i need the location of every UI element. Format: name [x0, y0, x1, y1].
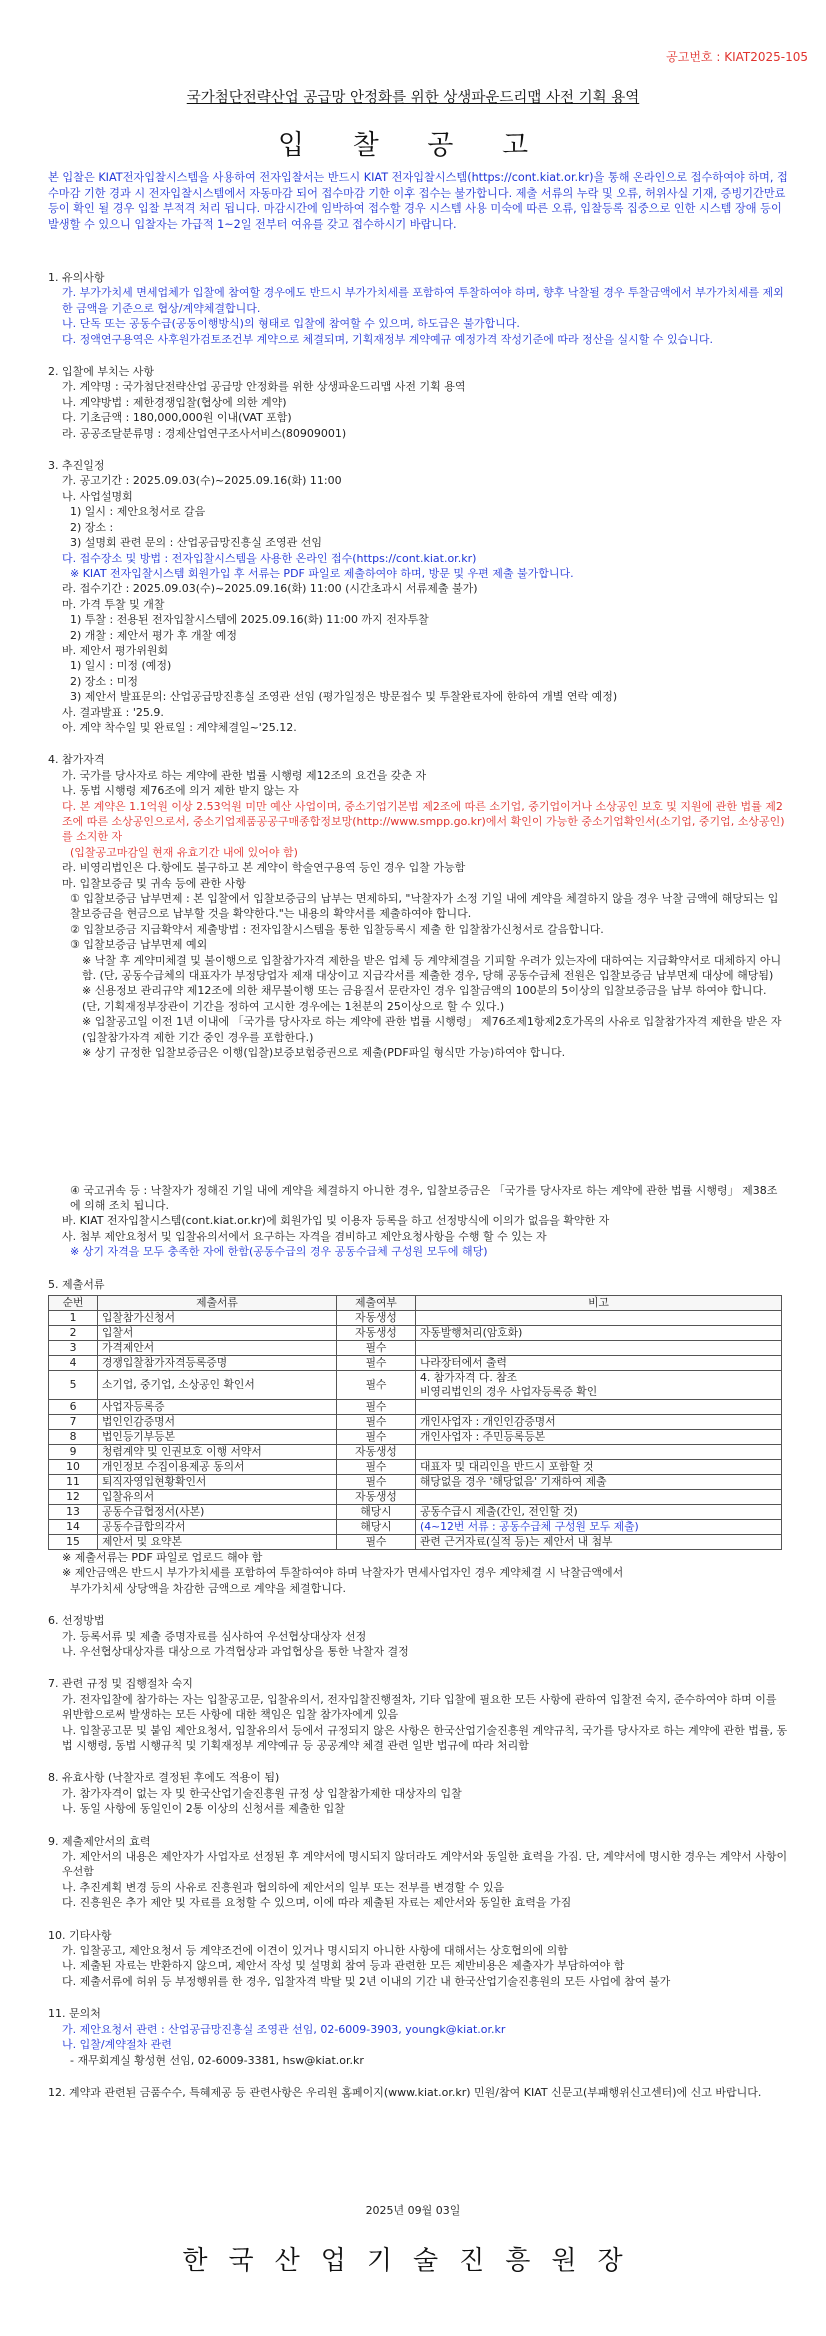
table-cell: 필수 — [337, 1414, 416, 1429]
table-cell: 경쟁입찰참가자격등록증명 — [98, 1355, 337, 1370]
required-documents-table — [48, 1295, 782, 1550]
section-heading: 6. 선정방법 — [48, 1614, 105, 1628]
table-cell: 필수 — [337, 1429, 416, 1444]
section-line: 다. 진흥원은 추가 제안 및 자료를 요청할 수 있으며, 이에 따라 제출된 자료는 제안서와 동일한 효력을 가짐 — [62, 1896, 572, 1910]
section-line: 사. 첨부 제안요청서 및 입찰유의서에서 요구하는 자격을 겸비하고 제안요청사항을 수행 할 수 있는 자 — [62, 1229, 547, 1243]
section-a1 — [48, 364, 788, 441]
table-row — [49, 1414, 782, 1429]
table-cell: 가격제안서 — [98, 1340, 337, 1355]
table-row — [49, 1474, 782, 1489]
table-cell: 법인등기부등본 — [98, 1429, 337, 1444]
section-b3 — [48, 1834, 788, 1911]
table-cell: 퇴직자영입현황확인서 — [98, 1474, 337, 1489]
table-cell: 14 — [49, 1519, 98, 1534]
table-cell: 해당없을 경우 '해당없음' 기재하여 제출 — [416, 1474, 782, 1489]
section-line: 2) 개찰 : 제안서 평가 후 개찰 예정 — [70, 628, 237, 642]
table-cell: 15 — [49, 1534, 98, 1549]
section-line: 바. 제안서 평가위원회 — [62, 643, 169, 657]
table-cell: 개인사업자 : 개인인감증명서 — [416, 1414, 782, 1429]
table-cell: 입찰유의서 — [98, 1489, 337, 1504]
table-cell: 자동생성 — [337, 1325, 416, 1340]
table-header: 제출서류 — [98, 1295, 337, 1310]
table-cell: 자동생성 — [337, 1310, 416, 1325]
section-line: 나. 계약방법 : 제한경쟁입찰(협상에 의한 계약) — [62, 395, 287, 409]
table-header: 순번 — [49, 1295, 98, 1310]
section-line: 다. 제출서류에 허위 등 부정행위를 한 경우, 입찰자격 박탈 및 2년 이내의 기간 내 한국산업기술진흥원의 모든 사업에 참여 불가 — [62, 1974, 671, 1988]
section-line: 마. 입찰보증금 및 귀속 등에 관한 사항 — [62, 876, 246, 890]
section-a3 — [48, 752, 788, 1259]
section-line: 2) 장소 : — [70, 520, 114, 534]
section-line: 가. 전자입찰에 참가하는 자는 입찰공고문, 입찰유의서, 전자입찰진행절차, 기타 입찰에 필요한 모든 사항에 관하여 입찰전 숙지, 준수하여야 하며 이를 위반함으로써 발생하는 모든 사항에 대한 책임은 입찰 참가자에게 있음 — [62, 1692, 777, 1722]
section-line: 바. KIAT 전자입찰시스템(cont.kiat.or.kr)에 회원가입 및 이용자 등록을 하고 선정방식에 이의가 없음을 확약한 자 — [62, 1214, 610, 1228]
table-cell: 필수 — [337, 1370, 416, 1399]
section-line: - 재무회계실 황성현 선임, 02-6009-3381, hsw@kiat.or.kr — [70, 2053, 364, 2067]
table-row — [49, 1489, 782, 1504]
section-line: 나. 추진계획 변경 등의 사유로 진흥원과 협의하에 제안서의 일부 또는 전부를 변경할 수 있음 — [62, 1880, 505, 1894]
table-cell: 필수 — [337, 1355, 416, 1370]
table-cell: 소기업, 중기업, 소상공인 확인서 — [98, 1370, 337, 1399]
section-line: 마. 가격 투찰 및 개찰 — [62, 597, 165, 611]
table-cell: 12 — [49, 1489, 98, 1504]
table-cell: 필수 — [337, 1534, 416, 1549]
table-cell: 4. 참가자격 다. 참조 비영리법인의 경우 사업자등록증 확인 — [416, 1370, 782, 1399]
table-row — [49, 1310, 782, 1325]
section-line: 라. 비영리법인은 다.항에도 불구하고 본 계약이 학술연구용역 등인 경우 입찰 가능함 — [62, 861, 466, 875]
table-cell: 필수 — [337, 1474, 416, 1489]
table-cell: 입찰서 — [98, 1325, 337, 1340]
section-line: 나. 동일 사항에 동일인이 2통 이상의 신청서를 제출한 입찰 — [62, 1802, 345, 1816]
table-cell: 자동생성 — [337, 1489, 416, 1504]
table-cell: 필수 — [337, 1399, 416, 1414]
section-line: 3) 제안서 발표문의: 산업공급망진흥실 조영관 선임 (평가일정은 방문접수 및 투찰완료자에 한하여 개별 연락 예정) — [70, 690, 618, 704]
table-cell: 4 — [49, 1355, 98, 1370]
section-a2 — [48, 458, 788, 735]
section-b4 — [48, 1928, 788, 1990]
section-line: ※ 입찰공고일 이전 1년 이내에 「국가를 당사자로 하는 계약에 관한 법률 시행령」 제76조제1항제2호가목의 사유로 입찰참가자격 제한을 받은 자(입찰참가자격 제한 기간 중인 경우를 포함한다.) — [82, 1015, 782, 1044]
table-cell: 5 — [49, 1370, 98, 1399]
table-cell: 공동수급시 제출(간인, 전인할 것) — [416, 1504, 782, 1519]
section-line: 가. 공고기간 : 2025.09.03(수)~2025.09.16(화) 11:00 — [62, 474, 342, 488]
section-line: 나. 우선협상대상자를 대상으로 가격협상과 과업협상을 통한 낙찰자 결정 — [62, 1644, 409, 1658]
table-cell: 관련 근거자료(실적 등)는 제안서 내 첨부 — [416, 1534, 782, 1549]
table-cell — [416, 1444, 782, 1459]
table-cell: 필수 — [337, 1459, 416, 1474]
section-heading: 3. 추진일정 — [48, 459, 105, 473]
section-line: ② 입찰보증금 지급확약서 제출방법 : 전자입찰시스템을 통한 입찰등록시 제출 한 입찰참가신청서로 갈음합니다. — [70, 922, 604, 936]
section-line: ※ 상기 규정한 입찰보증금은 이행(입찰)보증보험증권으로 제출(PDF파일 형식만 가능)하여야 합니다. — [82, 1046, 566, 1060]
section-line: 라. 공공조달분류명 : 경제산업연구조사서비스(80909001) — [62, 426, 347, 440]
section-line: ④ 국고귀속 등 : 낙찰자가 정해진 기일 내에 계약을 체결하지 아니한 경우, 입찰보증금은 「국가를 당사자로 하는 계약에 관한 법률 시행령」 제38조에 의해 조치 됩니다. — [70, 1183, 778, 1212]
section-line: 가. 제안요청서 관련 : 산업공급망진흥실 조영관 선임, 02-6009-3903, youngk@kiat.or.kr — [62, 2022, 506, 2036]
section-heading: 4. 참가자격 — [48, 753, 105, 767]
section-line: 가. 등록서류 및 제출 증명자료를 심사하여 우선협상대상자 선정 — [62, 1629, 367, 1643]
section-line: 아. 계약 착수일 및 완료일 : 계약체결일~'25.12. — [62, 720, 297, 734]
section-line: 다. 기초금액 : 180,000,000원 이내(VAT 포함) — [62, 411, 292, 425]
section-line: 가. 부가가치세 면세업체가 입찰에 참여할 경우에도 반드시 부가가치세를 포함하여 투찰하여야 하며, 향후 낙찰될 경우 투찰금액에서 부가가치세를 제외한 금액을 기준으로 협상/계약체결합니다. — [62, 286, 784, 315]
table-header: 제출여부 — [337, 1295, 416, 1310]
notice-number: 공고번호 : KIAT2025-105 — [666, 50, 808, 64]
section-line: 라. 접수기간 : 2025.09.03(수)~2025.09.16(화) 11:00 (시간초과시 서류제출 불가) — [62, 582, 478, 596]
table-header: 비고 — [416, 1295, 782, 1310]
table-cell: 공동수급합의각서 — [98, 1519, 337, 1534]
table-cell — [416, 1489, 782, 1504]
table-cell: 2 — [49, 1325, 98, 1340]
table-cell: 7 — [49, 1414, 98, 1429]
section-line: 가. 참가자격이 없는 자 및 한국산업기술진흥원 규정 상 입찰참가제한 대상자의 입찰 — [62, 1786, 462, 1800]
document-title: 국가첨단전략산업 공급망 안정화를 위한 상생파운드리맵 사전 기획 용역 — [186, 90, 640, 106]
table-cell: 자동생성 — [337, 1444, 416, 1459]
table-cell: 1 — [49, 1310, 98, 1325]
organization-name: 한국산업기술진흥원장 — [182, 2246, 644, 2276]
section-heading: 5. 제출서류 — [48, 1277, 105, 1291]
table-row — [49, 1399, 782, 1414]
section-heading: 7. 관련 규정 및 집행절차 숙지 — [48, 1677, 193, 1691]
section-heading: 11. 문의처 — [48, 2007, 101, 2021]
section-heading: 8. 유효사항 (낙찰자로 결정된 후에도 적용이 됨) — [48, 1771, 280, 1785]
section-line: 가. 국가를 당사자로 하는 계약에 관한 법률 시행령 제12조의 요건을 갖춘 자 — [62, 768, 427, 782]
section-required-documents — [48, 1277, 788, 1597]
section-b1 — [48, 1676, 788, 1753]
table-row — [49, 1459, 782, 1474]
section-line: 다. 접수장소 및 방법 : 전자입찰시스템을 사용한 온라인 접수(https://cont.kiat.or.kr) — [62, 551, 477, 565]
table-cell: 자동발행처리(암호화) — [416, 1325, 782, 1340]
section-line: ① 입찰보증금 납부면제 : 본 입찰에서 입찰보증금의 납부는 면제하되, "낙찰자가 소정 기일 내에 계약을 체결하지 않을 경우 낙찰 금액에 해당되는 입찰보증금을 현금으로 납부할 것을 확약한다."는 내용의 확약서를 제출하여야 합니다. — [70, 892, 779, 921]
table-note: ※ 제출서류는 PDF 파일로 업로드 해야 함 — [62, 1550, 263, 1564]
section-line: 1) 일시 : 제안요청서로 갈음 — [70, 505, 206, 519]
section-line: ※ 신용정보 관리규약 제12조에 의한 채무불이행 또는 금융질서 문란자인 경우 입찰금액의 100분의 5이상의 입찰보증금을 납부 하여야 합니다. (단, 기획재정부장관이 기간을 정하여 고시한 경우에는 1천분의 25이상으로 할 수 있다.) — [82, 984, 767, 1013]
table-cell: 대표자 및 대리인을 반드시 포함할 것 — [416, 1459, 782, 1474]
table-cell: 6 — [49, 1399, 98, 1414]
table-cell — [416, 1399, 782, 1414]
table-row — [49, 1504, 782, 1519]
notice-body — [48, 270, 788, 2100]
table-cell: 개인사업자 : 주민등록등본 — [416, 1429, 782, 1444]
table-cell: 입찰참가신청서 — [98, 1310, 337, 1325]
section-line: 나. 제출된 자료는 반환하지 않으며, 제안서 작성 및 설명회 참여 등과 관련한 모든 제반비용은 제출자가 부담하여야 함 — [62, 1959, 625, 1973]
table-cell: 13 — [49, 1504, 98, 1519]
section-line: 2) 장소 : 미정 — [70, 674, 138, 688]
section-a0 — [48, 270, 788, 347]
table-cell: 청렴계약 및 인권보호 이행 서약서 — [98, 1444, 337, 1459]
section-heading: 2. 입찰에 부치는 사항 — [48, 365, 154, 379]
table-cell: 10 — [49, 1459, 98, 1474]
section-line: 3) 설명회 관련 문의 : 산업공급망진흥실 조영관 선임 — [70, 536, 322, 550]
table-note: ※ 제안금액은 반드시 부가가치세를 포함하여 투찰하여야 하며 낙찰자가 면세사업자인 경우 계약체결 시 낙찰금액에서 — [62, 1566, 624, 1580]
section-line: 나. 입찰/계약절차 관련 — [62, 2038, 172, 2052]
section-b2 — [48, 1770, 788, 1816]
section-line: 1) 일시 : 미정 (예정) — [70, 659, 172, 673]
table-note: 부가가치세 상당액을 차감한 금액으로 계약을 체결합니다. — [70, 1581, 347, 1595]
table-cell: 법인인감증명서 — [98, 1414, 337, 1429]
section-line: ③ 입찰보증금 납부면제 예외 — [70, 938, 208, 952]
section-line: 나. 입찰공고문 및 붙임 제안요청서, 입찰유의서 등에서 규정되지 않은 사항은 한국산업기술진흥원 계약규칙, 국가를 당사자로 하는 계약에 관한 법률, 동법 시행령, 동법 시행규칙 및 기획재정부 계약예규 등 공공계약 체결 관련 일반 법규에 따라 처리함 — [62, 1723, 788, 1752]
table-row — [49, 1534, 782, 1549]
section-line: 다. 정액연구용역은 사후원가검토조건부 계약으로 체결되며, 기획재정부 계약예규 예정가격 작성기준에 따라 정산을 실시할 수 있습니다. — [62, 332, 713, 346]
section-heading: 10. 기타사항 — [48, 1928, 112, 1942]
table-cell: 나라장터에서 출력 — [416, 1355, 782, 1370]
section-line: 나. 단독 또는 공동수급(공동이행방식)의 형태로 입찰에 참여할 수 있으며, 하도급은 불가합니다. — [62, 317, 520, 331]
intro-paragraph: 본 입찰은 KIAT전자입찰시스템을 사용하여 전자입찰서는 반드시 KIAT 전자입찰시스템(https://cont.kiat.or.kr)을 통해 온라인으로 접수하여야 하며, 접수마감 기한 경과 시 전자입찰시스템에서 자동마감 되어 접수마감 기한 이후 접수는 불가합니다. 제출 서류의 누락 및 오류, 허위사실 기재, 증빙기간만료 등이 확인 될 경우 입찰 부적격 처리 됩니다. 마감시간에 임박하여 접수할 경우 시스템 사용 미숙에 따른 오류, 입찰등록 집중으로 인한 시스템 장애 등이 발생할 수 있으니 입찰자는 가급적 1~2일 전부터 여유를 갖고 접수하시기 바랍니다. — [48, 171, 788, 231]
table-cell: 8 — [49, 1429, 98, 1444]
section-line: 가. 입찰공고, 제안요청서 등 계약조건에 이견이 있거나 명시되지 아니한 사항에 대해서는 상호협의에 의함 — [62, 1944, 568, 1958]
section-b5 — [48, 2006, 788, 2068]
table-cell — [416, 1340, 782, 1355]
table-row — [49, 1355, 782, 1370]
main-title: 입 찰 공 고 — [277, 130, 549, 161]
section-line: 나. 동법 시행령 제76조에 의거 제한 받지 않는 자 — [62, 784, 299, 798]
section-line: 1) 투찰 : 전용된 전자입찰시스템에 2025.09.16(화) 11:00 까지 전자투찰 — [70, 613, 429, 627]
section-line: 다. 본 계약은 1.1억원 이상 2.53억원 미만 예산 사업이며, 중소기업기본법 제2조에 따른 소기업, 중기업이거나 소상공인 보호 및 지원에 관한 법률 제2조에 따른 소상공인으로서, 중소기업제품공공구매종합정보망(http://www.smpp.go.kr)에서 확인이 가능한 중소기업확인서(소기업, 중기업, 소상공인)를 소지한 자 — [62, 799, 785, 844]
section-b0 — [48, 1613, 788, 1659]
table-cell: 3 — [49, 1340, 98, 1355]
section-line: 나. 사업설명회 — [62, 489, 133, 503]
table-row — [49, 1325, 782, 1340]
table-row — [49, 1519, 782, 1534]
table-cell: 11 — [49, 1474, 98, 1489]
table-row — [49, 1444, 782, 1459]
section-line: 가. 제안서의 내용은 제안자가 사업자로 선정된 후 계약서에 명시되지 않더라도 계약서와 동일한 효력을 가짐. 단, 계약서에 명시한 경우는 계약서 사항이 우선함 — [62, 1850, 788, 1879]
section-heading: 12. 계약과 관련된 금품수수, 특혜제공 등 관련사항은 우리원 홈페이지(www.kiat.or.kr) 민원/참여 KIAT 신문고(부패행위신고센터)에 신고 바랍니다. — [48, 2085, 762, 2099]
table-row — [49, 1370, 782, 1399]
table-cell: 개인정보 수집이용제공 동의서 — [98, 1459, 337, 1474]
table-cell: 해당시 — [337, 1519, 416, 1534]
section-heading: 1. 유의사항 — [48, 271, 105, 284]
table-cell: 제안서 및 요약본 — [98, 1534, 337, 1549]
section-line: 가. 계약명 : 국가첨단전략산업 공급망 안정화를 위한 상생파운드리맵 사전 기획 용역 — [62, 380, 466, 394]
page-break-gap — [48, 1061, 788, 1183]
section-line: ※ 낙찰 후 계약미체결 및 불이행으로 입찰참가자격 제한을 받은 업체 등 계약체결을 기피할 우려가 있는자에 대하여는 지급확약서로 대체하지 아니함. (단, 공동수급체의 대표자가 부정당업자 제재 대상이고 지급각서를 제출한 경우, 당해 공동수급체 전원은 입찰보증금 납부면제 대상에 해당됨) — [82, 953, 782, 983]
section-b6 — [48, 2085, 788, 2100]
table-cell: (4~12번 서류 : 공동수급체 구성원 모두 제출) — [416, 1519, 782, 1534]
announcement-date: 2025년 09월 03일 — [365, 2204, 461, 2217]
table-cell: 필수 — [337, 1340, 416, 1355]
section-line: (입찰공고마감일 현재 유효기간 내에 있어야 함) — [70, 845, 298, 859]
table-cell: 해당시 — [337, 1504, 416, 1519]
section-line: 사. 결과발표 : '25.9. — [62, 705, 164, 719]
section-line: ※ KIAT 전자입찰시스템 회원가입 후 서류는 PDF 파일로 제출하여야 하며, 방문 및 우편 제출 불가합니다. — [70, 566, 574, 580]
section-heading: 9. 제출제안서의 효력 — [48, 1834, 151, 1848]
table-cell: 9 — [49, 1444, 98, 1459]
table-row — [49, 1429, 782, 1444]
section-line: ※ 상기 자격을 모두 충족한 자에 한함(공동수급의 경우 공동수급체 구성원 모두에 해당) — [70, 1245, 488, 1259]
table-cell — [416, 1310, 782, 1325]
table-cell: 사업자등록증 — [98, 1399, 337, 1414]
table-cell: 공동수급협정서(사본) — [98, 1504, 337, 1519]
table-row — [49, 1340, 782, 1355]
